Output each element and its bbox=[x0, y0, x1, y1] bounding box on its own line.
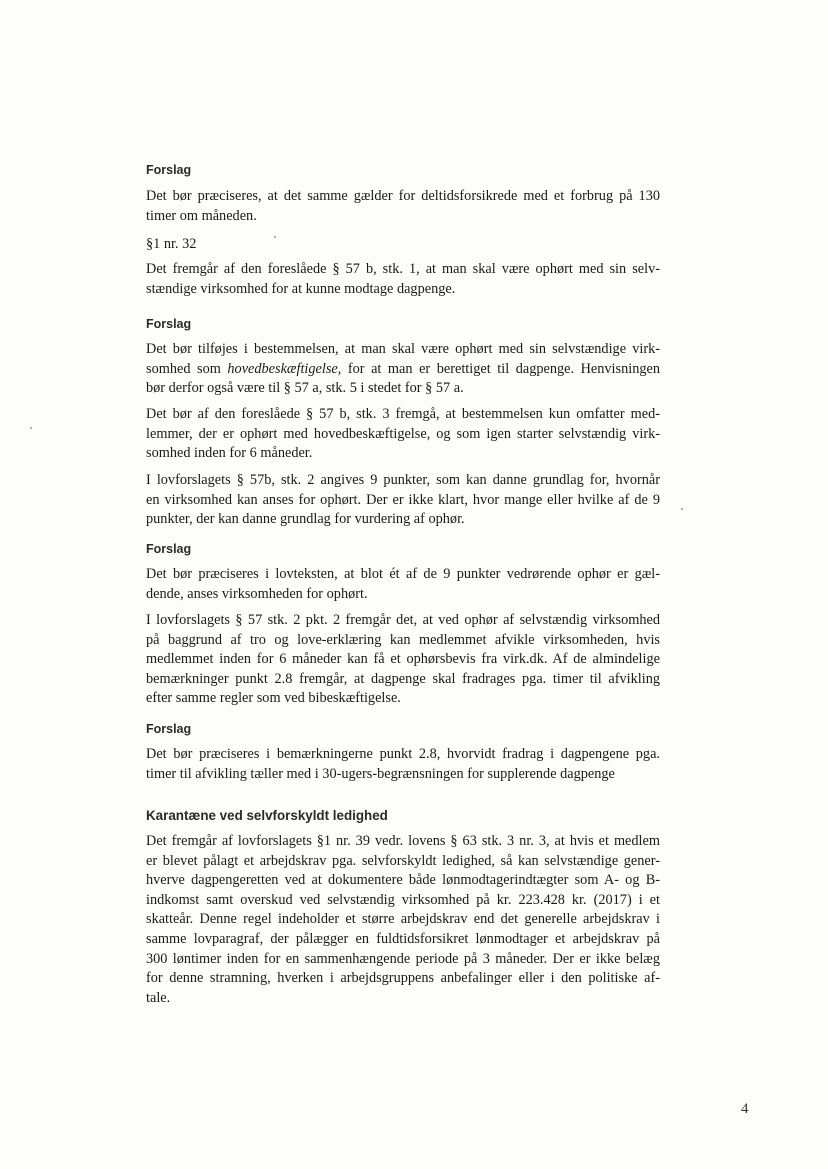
paragraph-line: Det bør af den foreslåede § 57 b, stk. 3 fremgå, at bestemmelsen kun omfatter med- bbox=[146, 406, 660, 422]
paragraph-line: Det fremgår af lovforslagets §1 nr. 39 vedr. lovens § 63 stk. 3 nr. 3, at hvis et medlem bbox=[146, 833, 660, 849]
paragraph-line: Det fremgår af den foreslåede § 57 b, stk. 1, at man skal være ophørt med sin selv- bbox=[146, 261, 660, 277]
heading-karantaene: Karantæne ved selvforskyldt ledighed bbox=[146, 808, 388, 823]
heading-forslag: Forslag bbox=[146, 163, 192, 177]
paragraph-line: timer til afvikling tæller med i 30-ugers-begrænsningen for supplerende dagpenge bbox=[146, 765, 615, 782]
heading-forslag: Forslag bbox=[146, 722, 192, 736]
paragraph-line: dende, anses virksomheden for ophørt. bbox=[146, 585, 368, 602]
paragraph-line: Det bør præciseres i lovteksten, at blot ét af de 9 punkter vedrørende ophør er gæl- bbox=[146, 566, 660, 582]
paragraph-line: på baggrund af tro og love-erklæring kan medlemmet afvikle virksomheden, hvis bbox=[146, 631, 660, 648]
paragraph-line: punkter, der kan danne grundlag for vurdering af ophør. bbox=[146, 511, 465, 528]
paragraph-line: timer om måneden. bbox=[146, 207, 257, 224]
paragraph-line bbox=[146, 360, 660, 380]
scan-speck bbox=[681, 508, 683, 510]
text-run: somhed som bbox=[146, 360, 228, 377]
paragraph-line: en virksomhed kan anses for ophørt. Der er ikke klart, hvor mange eller hvilke af de 9 bbox=[146, 491, 660, 508]
scan-speck bbox=[274, 236, 276, 238]
paragraph-line: Det bør præciseres, at det samme gælder for deltidsforsikrede med et forbrug på 130 bbox=[146, 188, 660, 204]
paragraph bbox=[146, 832, 660, 1008]
paragraph bbox=[146, 745, 660, 784]
paragraph-line: Det bør præciseres i bemærkningerne punkt 2.8, hvorvidt fradrag i dagpengene pga. bbox=[146, 746, 660, 762]
paragraph-line: medlemmet inden for 6 måneder kan få et ophørsbevis fra virk.dk. Af de almindelige bbox=[146, 651, 660, 668]
paragraph-line: bemærkninger punkt 2.8 fremgår, at dagpenge skal fradrages pga. timer til afvikling bbox=[146, 670, 660, 687]
paragraph-line: lemmer, der er ophørt med hovedbeskæftigelse, og som igen starter selvstændig virk- bbox=[146, 425, 660, 442]
paragraph-line: efter samme regler som ved bibeskæftigelse. bbox=[146, 690, 401, 707]
paragraph bbox=[146, 471, 660, 530]
paragraph-line: bør derfor også være til § 57 a, stk. 5 i stedet for § 57 a. bbox=[146, 380, 464, 397]
section-reference bbox=[146, 235, 196, 255]
paragraph-line: 300 løntimer inden for en sammenhængende periode på 3 måneder. Der er ikke belæg bbox=[146, 950, 660, 967]
paragraph-line: skatteår. Denne regel indeholder et større arbejdskrav end det generelle arbejdskrav i bbox=[146, 911, 660, 928]
paragraph-line: I lovforslagets § 57 stk. 2 pkt. 2 fremgår det, at ved ophør af selvstændig virksomhed bbox=[146, 612, 660, 628]
paragraph-line: §1 nr. 32 bbox=[146, 236, 197, 252]
paragraph bbox=[146, 340, 660, 399]
paragraph bbox=[146, 611, 660, 709]
paragraph bbox=[146, 405, 660, 464]
paragraph-line: hverve dagpengeretten ved at dokumentere både lønmodtagerindtægter som A- og B- bbox=[146, 872, 660, 889]
paragraph-line: tale. bbox=[146, 989, 171, 1006]
paragraph bbox=[146, 565, 660, 604]
text-run: , for at man er berettiget til dagpenge. Henvisningen bbox=[337, 360, 660, 377]
paragraph-line: indkomst samt overskud ved selvstændig virksomhed på kr. 223.428 kr. (2017) i et bbox=[146, 891, 660, 908]
paragraph-line: stændige virksomhed for at kunne modtage dagpenge. bbox=[146, 280, 456, 297]
paragraph-line: I lovforslagets § 57b, stk. 2 angives 9 punkter, som kan danne grundlag for, hvornår bbox=[146, 472, 660, 488]
paragraph bbox=[146, 260, 660, 299]
page-number: 4 bbox=[741, 1101, 749, 1117]
paragraph-line: samme lovparagraf, der pålægger en fuldtidsforsikret lønmodtager et arbejdskrav på bbox=[146, 930, 660, 947]
scan-speck bbox=[30, 427, 32, 429]
paragraph-line: somhed inden for 6 måneder. bbox=[146, 445, 313, 462]
heading-forslag: Forslag bbox=[146, 317, 192, 331]
paragraph-line: er blevet pålagt et arbejdskrav pga. selvforskyldt ledighed, så kan selvstændige gener- bbox=[146, 852, 660, 869]
paragraph-line: Det bør tilføjes i bestemmelsen, at man skal være ophørt med sin selvstændige virk- bbox=[146, 341, 660, 357]
paragraph-line: for denne stramning, hverken i arbejdsgruppens anbefalinger eller i den politiske af- bbox=[146, 970, 660, 987]
emphasis: hovedbeskæftigelse bbox=[227, 360, 338, 377]
paragraph bbox=[146, 187, 660, 226]
heading-forslag: Forslag bbox=[146, 542, 192, 556]
